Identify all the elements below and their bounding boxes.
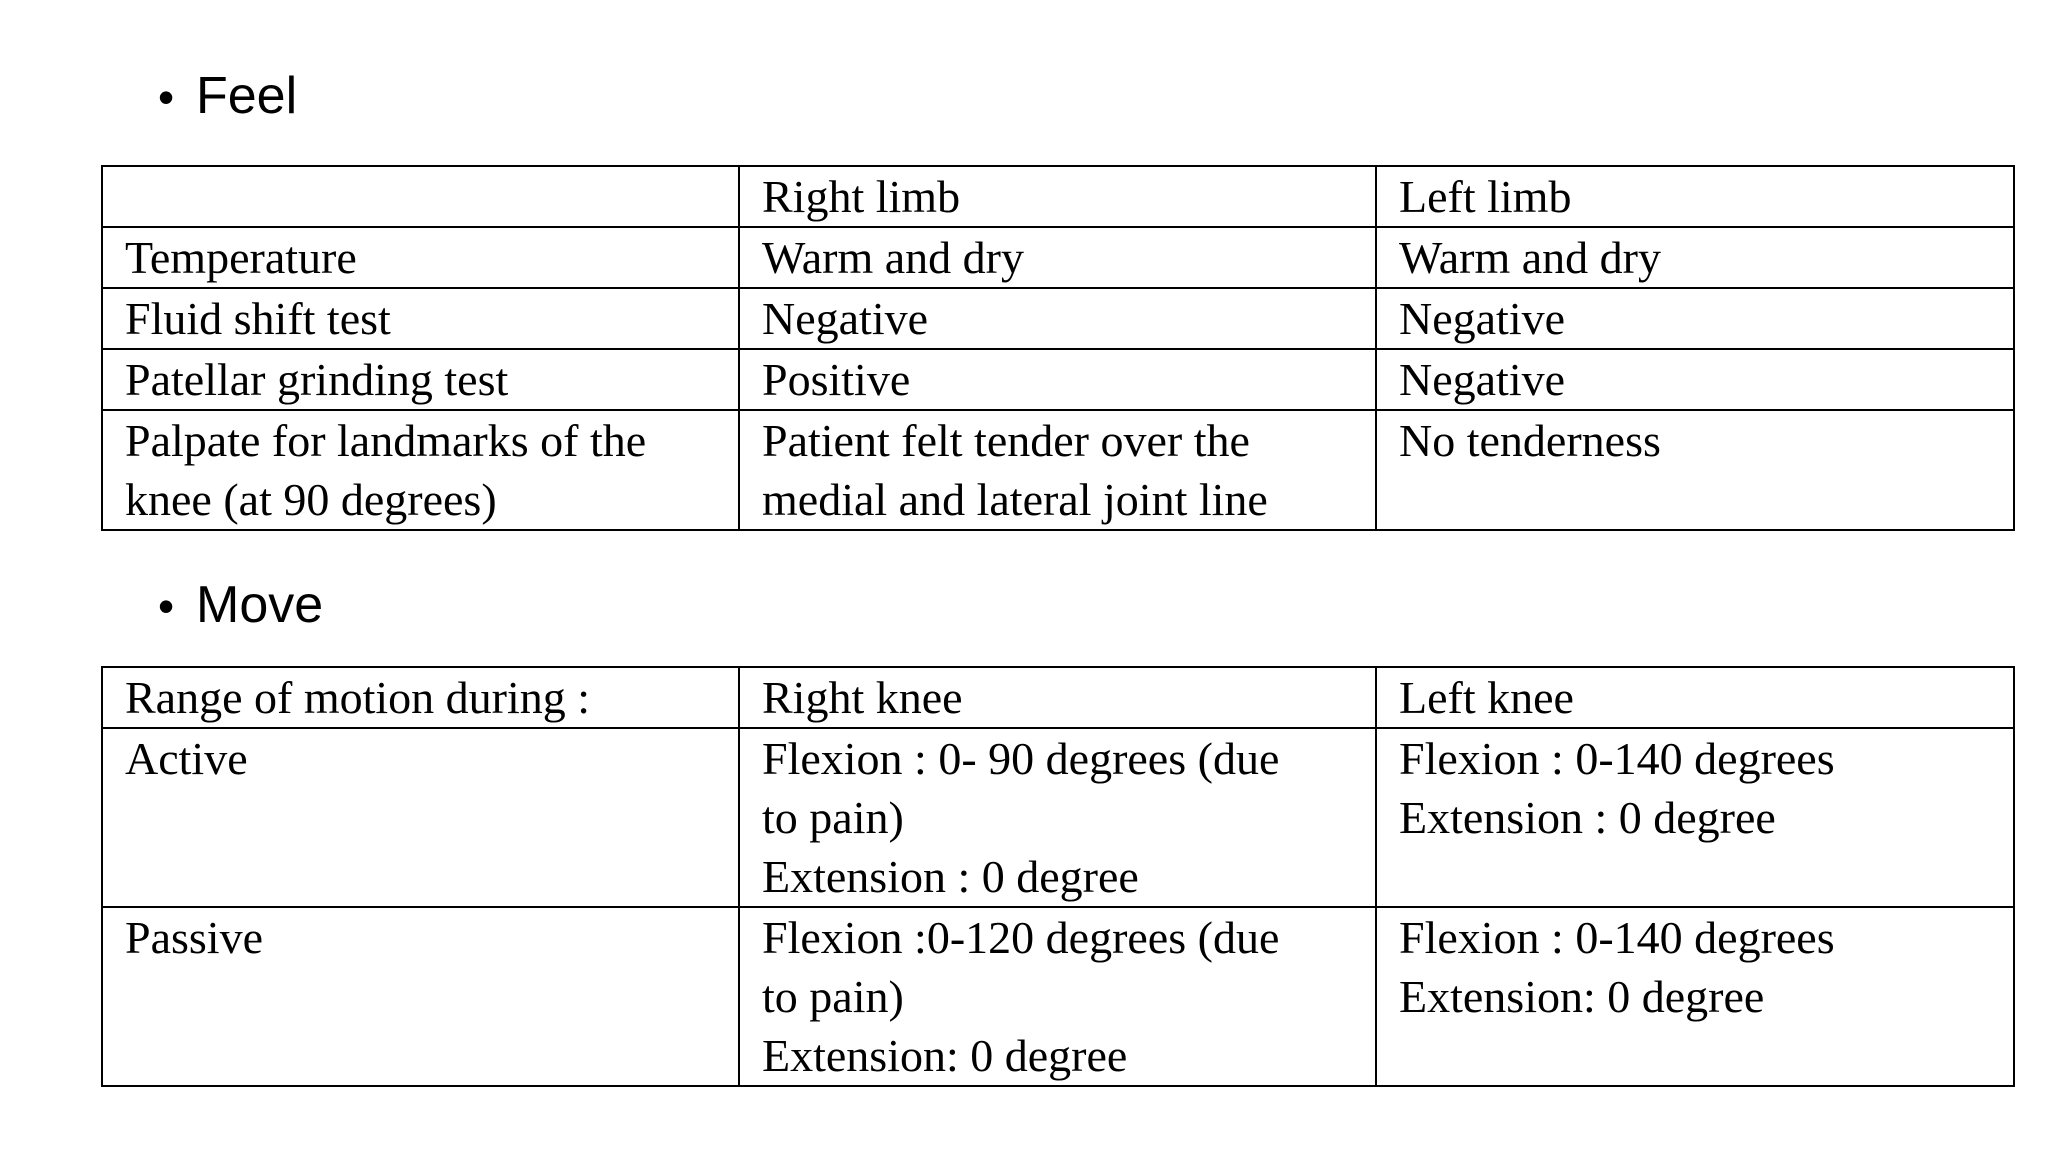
right-value-text: Flexion :0-120 degrees (due xyxy=(762,912,1280,963)
right-value-text: Patient felt tender over the xyxy=(762,415,1250,466)
move-row-passive xyxy=(102,907,2014,1086)
row-label-text: Patellar grinding test xyxy=(125,354,509,405)
move-header-left-knee: Left knee xyxy=(1399,672,1574,723)
feel-row-temperature xyxy=(102,227,2014,288)
move-row-label xyxy=(102,728,739,907)
feel-row-fluid-shift xyxy=(102,288,2014,349)
move-bullet: • xyxy=(158,580,175,632)
feel-table xyxy=(101,165,2015,531)
right-value-text: medial and lateral joint line xyxy=(762,474,1268,525)
feel-bullet: • xyxy=(158,71,175,123)
move-row-left xyxy=(1376,907,2014,1086)
left-value-text: Flexion : 0-140 degrees xyxy=(1399,733,1835,784)
right-value-text: Extension: 0 degree xyxy=(762,1030,1128,1081)
right-value-text: to pain) xyxy=(762,971,904,1022)
move-header-cell-right xyxy=(739,667,1376,728)
row-label-text: Active xyxy=(125,733,248,784)
left-value-text: Extension : 0 degree xyxy=(1399,792,1776,843)
row-label-text: Temperature xyxy=(125,232,357,283)
move-row-active xyxy=(102,728,2014,907)
left-value-text: Extension: 0 degree xyxy=(1399,971,1765,1022)
row-label-text: Passive xyxy=(125,912,263,963)
feel-row-label xyxy=(102,227,739,288)
feel-header-row xyxy=(102,166,2014,227)
row-label-text: Palpate for landmarks of the xyxy=(125,415,647,466)
move-row-left xyxy=(1376,728,2014,907)
left-value-text: Negative xyxy=(1399,293,1566,344)
left-value-text: Negative xyxy=(1399,354,1566,405)
feel-header-right-limb: Right limb xyxy=(762,171,961,222)
left-value-text: No tenderness xyxy=(1399,415,1661,466)
right-value-text: Negative xyxy=(762,293,929,344)
row-label-text: Fluid shift test xyxy=(125,293,391,344)
feel-row-label xyxy=(102,349,739,410)
left-value-text: Warm and dry xyxy=(1399,232,1661,283)
move-header-row xyxy=(102,667,2014,728)
feel-row-right xyxy=(739,288,1376,349)
feel-header-cell-empty xyxy=(102,166,739,227)
feel-row-right xyxy=(739,410,1376,530)
move-header-cell-left xyxy=(1376,667,2014,728)
right-value-text: Extension : 0 degree xyxy=(762,851,1139,902)
right-value-text: to pain) xyxy=(762,792,904,843)
move-heading xyxy=(158,575,323,636)
feel-row-patellar-grinding xyxy=(102,349,2014,410)
move-header-label: Range of motion during : xyxy=(125,672,591,723)
right-value-text: Warm and dry xyxy=(762,232,1024,283)
feel-row-left xyxy=(1376,288,2014,349)
right-value-text: Positive xyxy=(762,354,911,405)
feel-header-cell-left xyxy=(1376,166,2014,227)
feel-row-right xyxy=(739,349,1376,410)
move-heading-text: Move xyxy=(196,576,324,634)
feel-header-label xyxy=(125,167,728,226)
feel-row-label xyxy=(102,288,739,349)
feel-header-cell-right xyxy=(739,166,1376,227)
feel-row-left xyxy=(1376,227,2014,288)
move-header-cell-label xyxy=(102,667,739,728)
right-value-text: Flexion : 0- 90 degrees (due xyxy=(762,733,1280,784)
move-row-right xyxy=(739,907,1376,1086)
move-row-label xyxy=(102,907,739,1086)
feel-heading-text: Feel xyxy=(196,67,298,125)
move-row-right xyxy=(739,728,1376,907)
left-value-text: Flexion : 0-140 degrees xyxy=(1399,912,1835,963)
feel-row-right xyxy=(739,227,1376,288)
feel-row-label xyxy=(102,410,739,530)
feel-header-left-limb: Left limb xyxy=(1399,171,1572,222)
feel-row-palpate-landmarks xyxy=(102,410,2014,530)
feel-heading xyxy=(158,66,297,127)
feel-row-left xyxy=(1376,349,2014,410)
row-label-text: knee (at 90 degrees) xyxy=(125,474,497,525)
feel-row-left xyxy=(1376,410,2014,530)
move-table xyxy=(101,666,2015,1087)
move-header-right-knee: Right knee xyxy=(762,672,963,723)
